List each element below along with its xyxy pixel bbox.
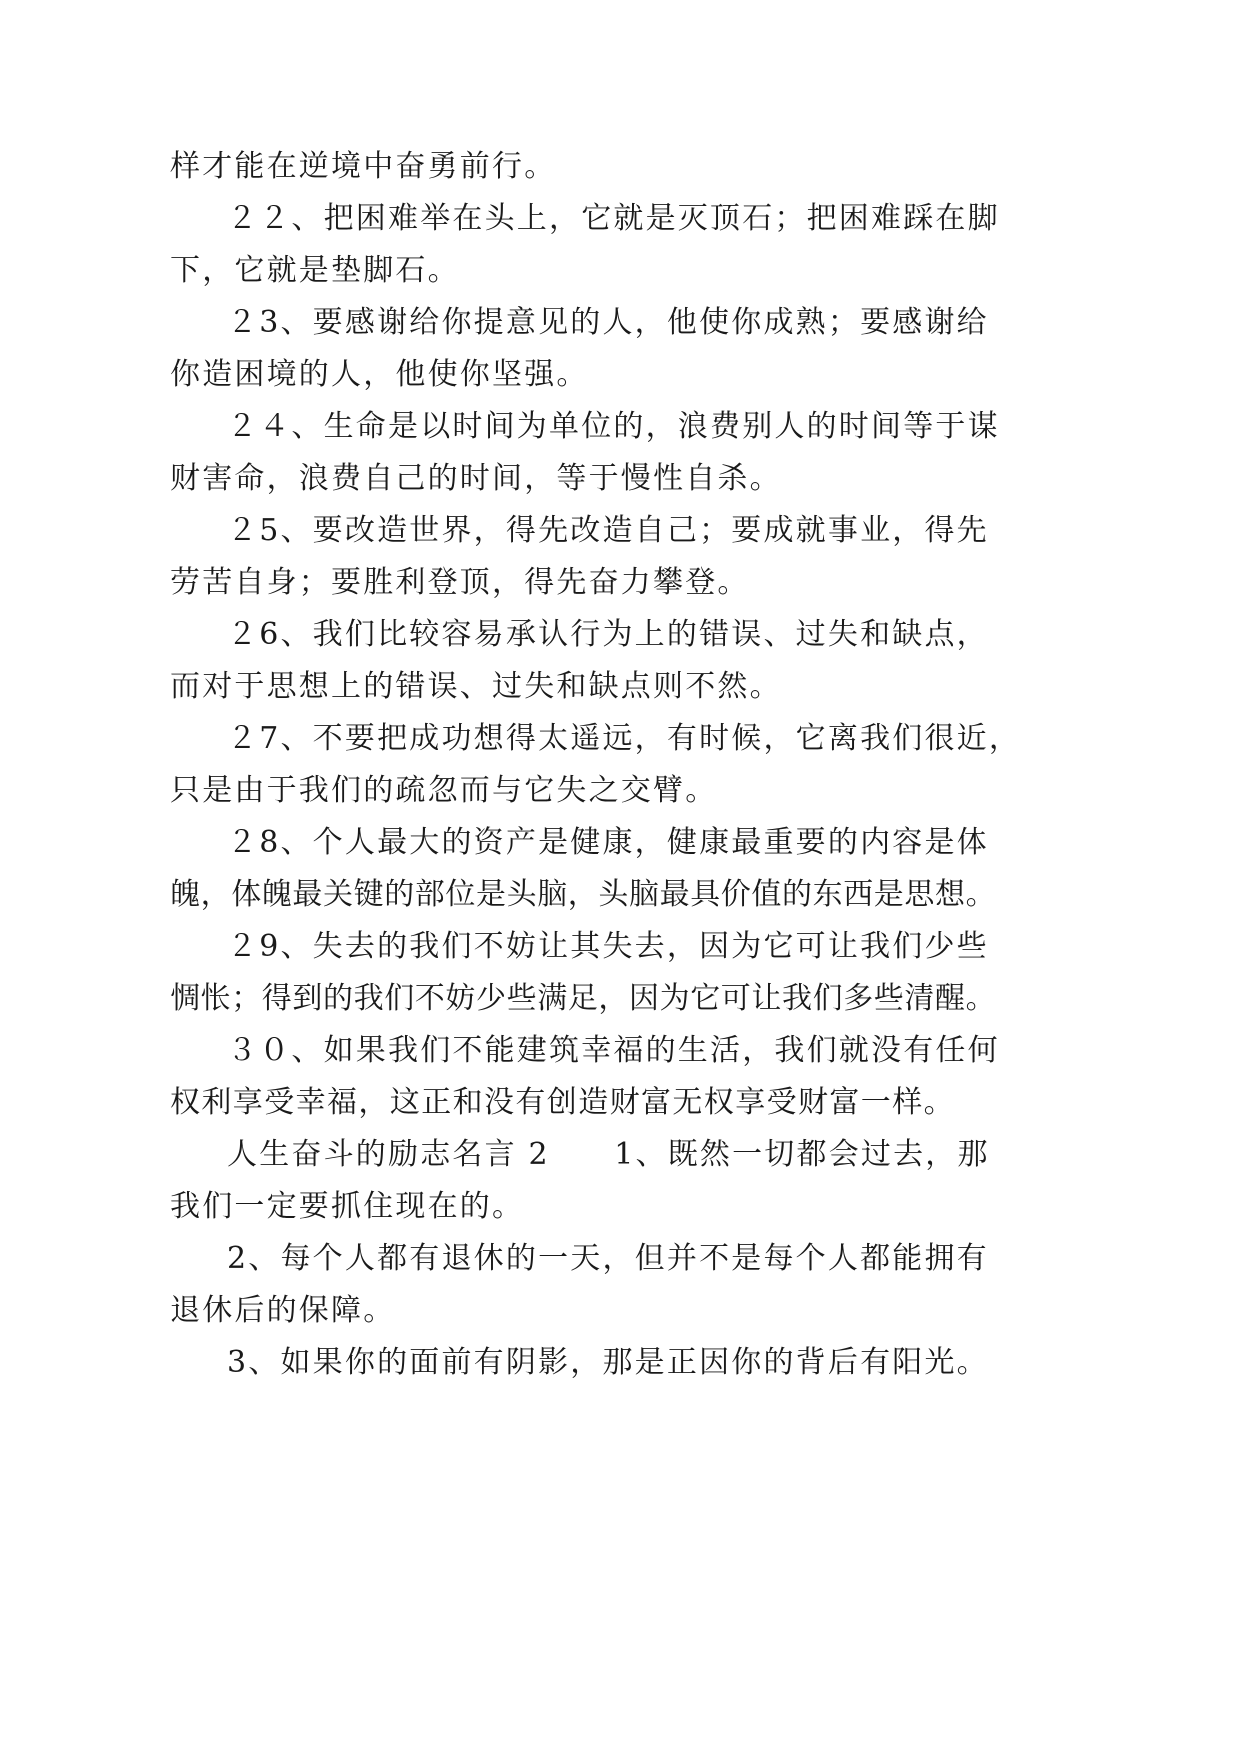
text-line: 只是由于我们的疏忽而与它失之交臂。 [170, 773, 718, 808]
text-line: 3、如果你的面前有阴影，那是正因你的背后有阳光。 [227, 1345, 989, 1380]
text-line: 劳苦自身；要胜利登顶，得先奋力攀登。 [170, 565, 750, 600]
text-line: 人生奋斗的励志名言 2 1、既然一切都会过去，那 [227, 1137, 990, 1172]
text-line: ２４、生命是以时间为单位的，浪费别人的时间等于谋 [227, 409, 1000, 444]
text-line: ３０、如果我们不能建筑幸福的生活，我们就没有任何 [227, 1033, 1000, 1068]
text-line: 财害命，浪费自己的时间，等于慢性自杀。 [170, 461, 782, 496]
text-line: 而对于思想上的错误、过失和缺点则不然。 [170, 669, 782, 704]
text-line: ２8、个人最大的资产是健康，健康最重要的内容是体 [227, 825, 989, 860]
text-line: 惆怅；得到的我们不妨少些满足，因为它可让我们多些清醒。 [170, 981, 997, 1016]
text-line: ２6、我们比较容易承认行为上的错误、过失和缺点， [227, 617, 989, 652]
text-line: 退休后的保障。 [170, 1293, 396, 1328]
text-line: 下，它就是垫脚石。 [170, 253, 460, 288]
text-line: ２5、要改造世界，得先改造自己；要成就事业，得先 [227, 513, 989, 548]
text-line: 我们一定要抓住现在的。 [170, 1189, 525, 1224]
text-line: ２２、把困难举在头上，它就是灭顶石；把困难踩在脚 [227, 201, 1000, 236]
text-line: ２7、不要把成功想得太遥远，有时候，它离我们很近， [227, 721, 1022, 756]
text-line: ２9、失去的我们不妨让其失去，因为它可让我们少些 [227, 929, 989, 964]
text-line: 魄，体魄最关键的部位是头脑，头脑最具价值的东西是思想。 [170, 877, 997, 912]
text-line: 权利享受幸福，这正和没有创造财富无权享受财富一样。 [170, 1085, 955, 1120]
text-line: 样才能在逆境中奋勇前行。 [170, 149, 557, 184]
text-line: ２3、要感谢给你提意见的人，他使你成熟；要感谢给 [227, 305, 989, 340]
text-line: 你造困境的人，他使你坚强。 [170, 357, 589, 392]
text-line: 2、每个人都有退休的一天，但并不是每个人都能拥有 [227, 1241, 989, 1276]
